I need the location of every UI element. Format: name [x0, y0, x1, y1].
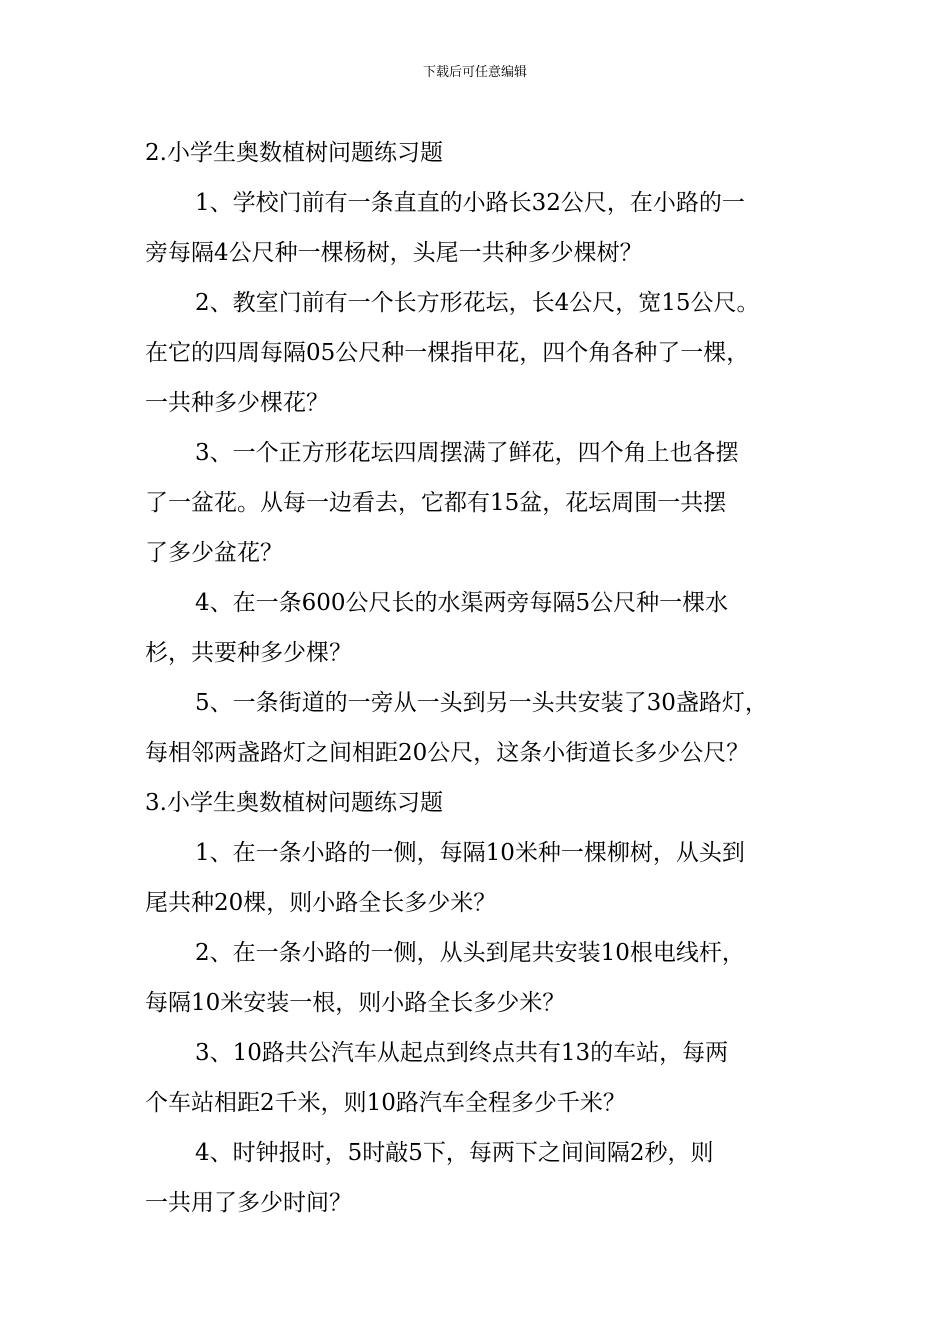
- problem-text-line: 每相邻两盏路灯之间相距20公尺，这条小街道长多少公尺？: [145, 740, 750, 766]
- problem-text-line: 尾共种20棵，则小路全长多少米？: [145, 890, 497, 916]
- problem-text-line: 1、在一条小路的一侧，每隔10米种一棵柳树，从头到: [195, 840, 745, 866]
- problem-text-line: 在它的四周每隔05公尺种一棵指甲花，四个角各种了一棵，: [145, 340, 750, 366]
- problem-text-line: 2、教室门前有一个长方形花坛，长4公尺，宽15公尺。: [195, 290, 760, 316]
- document-body: [145, 128, 825, 1228]
- problem-text-line: 一共种多少棵花？: [145, 390, 329, 416]
- section-title: 3.小学生奥数植树问题练习题: [145, 790, 443, 816]
- problem-text-line: 5、一条街道的一旁从一头到另一头共安装了30盏路灯，: [195, 690, 768, 716]
- problem-text-line: 每隔10米安装一根，则小路全长多少米？: [145, 990, 566, 1016]
- problem-text-line: 4、在一条600公尺长的水渠两旁每隔5公尺种一棵水: [195, 590, 729, 616]
- problem-text-line: 了一盆花。从每一边看去，它都有15盆，花坛周围一共摆: [145, 490, 727, 516]
- problem-text-line: 杉，共要种多少棵？: [145, 640, 352, 666]
- problem-3-4: [145, 1128, 825, 1228]
- section-title: 2.小学生奥数植树问题练习题: [145, 140, 443, 166]
- problem-3-2: [145, 928, 825, 1028]
- problem-text-line: 个车站相距2千米，则10路汽车全程多少千米？: [145, 1090, 626, 1116]
- problem-text-line: 4、时钟报时，5时敲5下，每两下之间间隔2秒，则: [195, 1140, 714, 1166]
- problem-text-line: 了多少盆花？: [145, 540, 283, 566]
- problem-2-3: [145, 428, 825, 578]
- problem-text-line: 一共用了多少时间？: [145, 1190, 352, 1216]
- problem-3-3: [145, 1028, 825, 1128]
- problem-text-line: 1、学校门前有一条直直的小路长32公尺，在小路的一: [195, 190, 745, 216]
- problem-text-line: 旁每隔4公尺种一棵杨树，头尾一共种多少棵树？: [145, 240, 643, 266]
- problem-3-1: [145, 828, 825, 928]
- problem-2-1: [145, 178, 825, 278]
- problem-2-5: [145, 678, 825, 778]
- problem-2-4: [145, 578, 825, 678]
- problem-text-line: 3、10路共公汽车从起点到终点共有13的车站，每两: [195, 1040, 729, 1066]
- problem-2-2: [145, 278, 825, 428]
- problem-text-line: 3、一个正方形花坛四周摆满了鲜花，四个角上也各摆: [195, 440, 739, 466]
- page-header: 下载后可任意编辑: [422, 65, 527, 80]
- problem-text-line: 2、在一条小路的一侧，从头到尾共安装10根电线杆，: [195, 940, 745, 966]
